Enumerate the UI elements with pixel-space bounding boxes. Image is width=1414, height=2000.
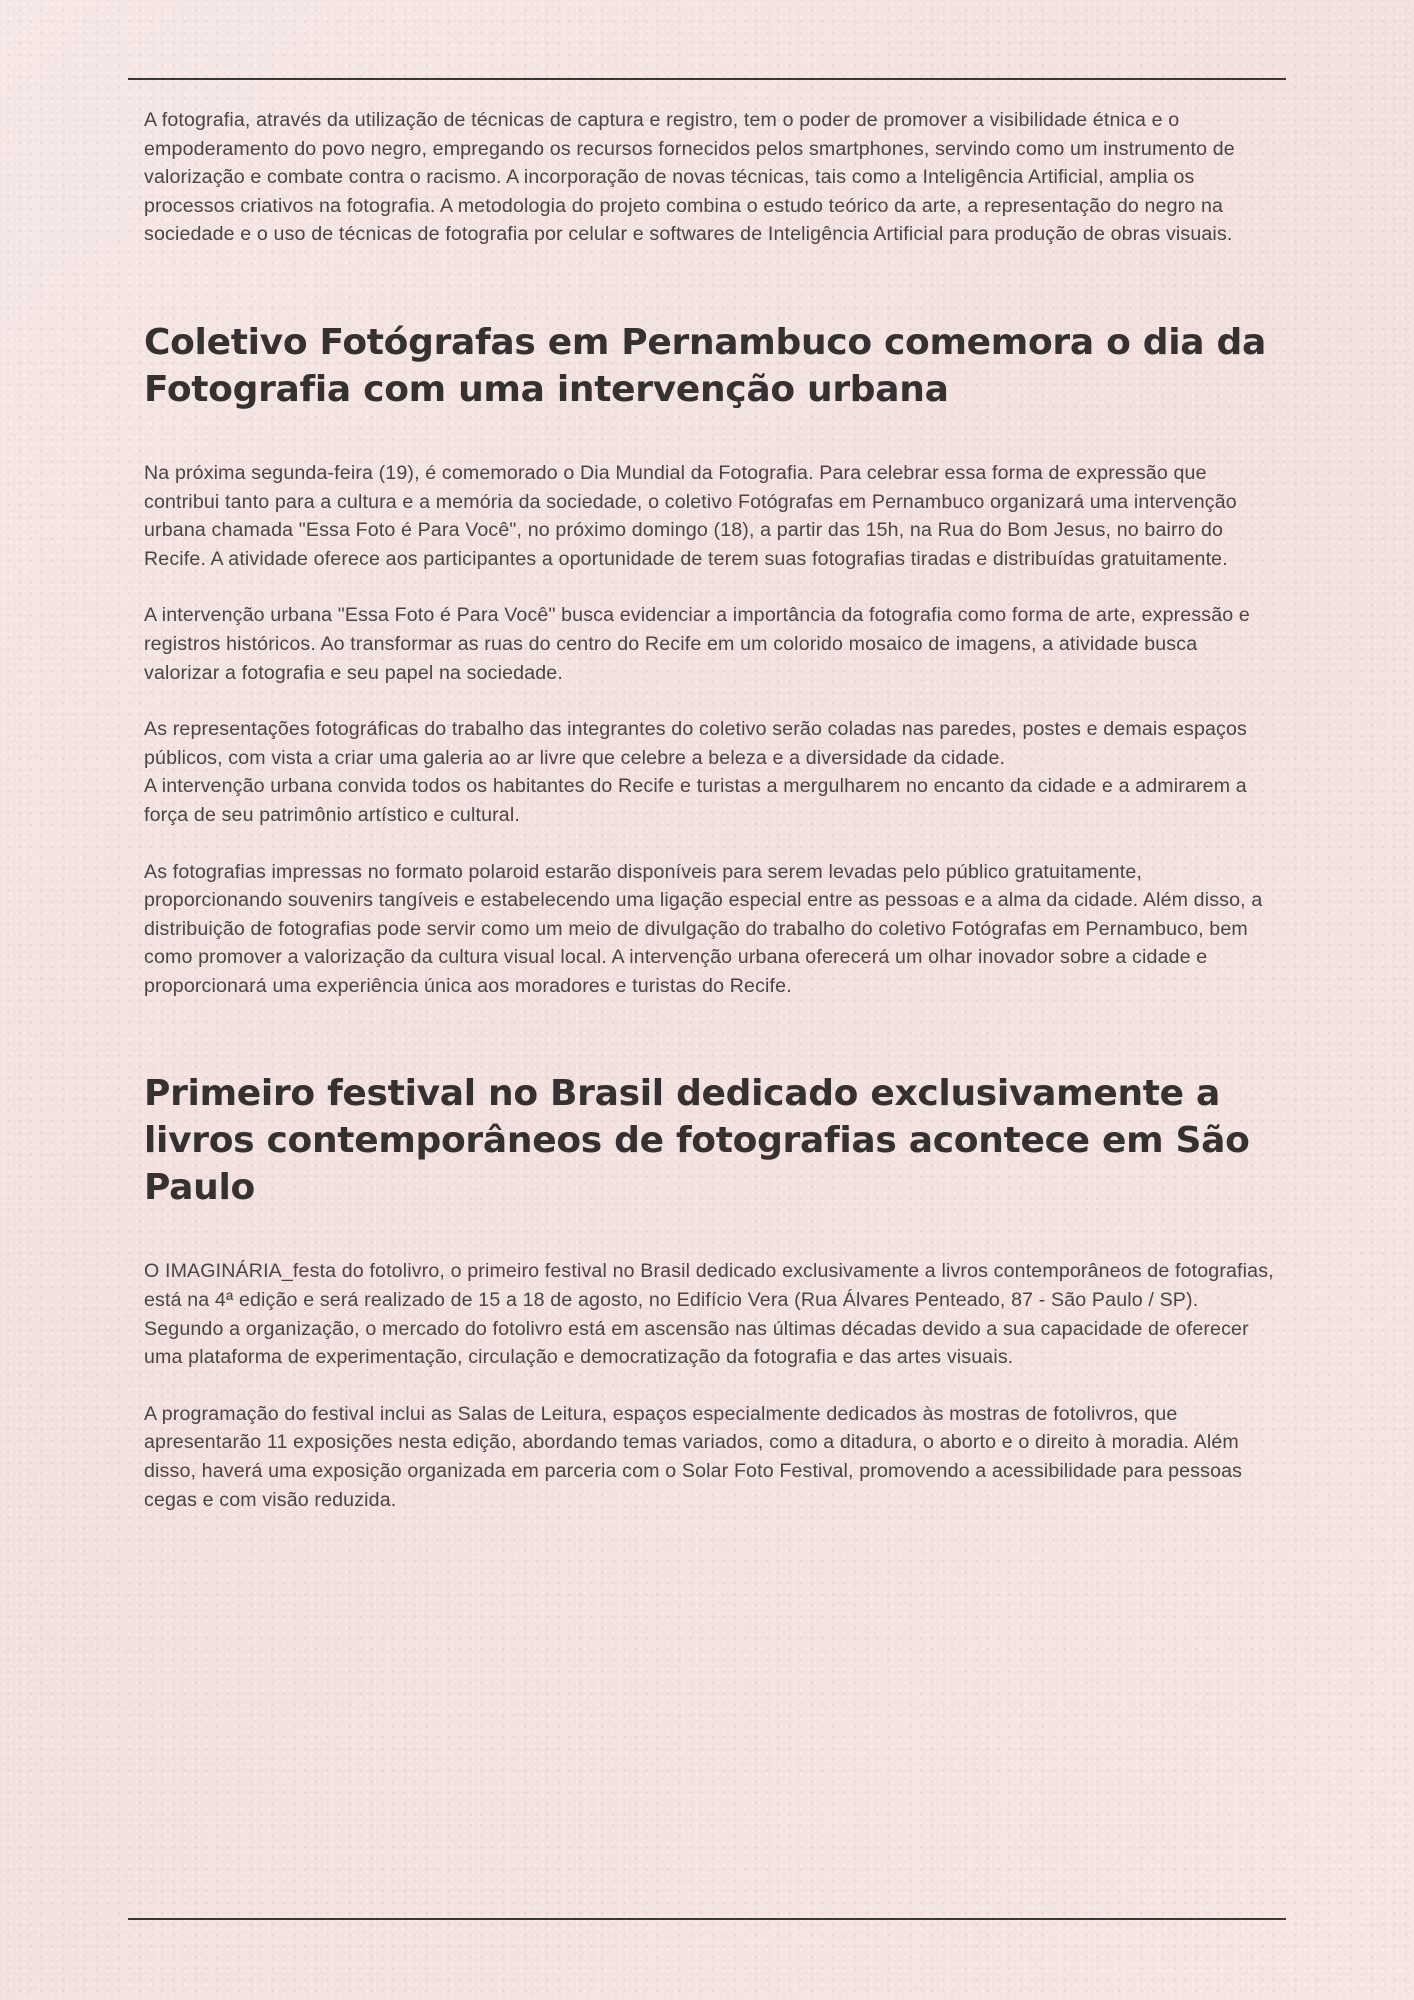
article-paragraph: A intervenção urbana convida todos os habitantes do Recife e turistas a mergulharem no encanto da cidade e a admirarem a força de seu patrimônio artístico e cultural.: [144, 775, 1247, 826]
bottom-divider: [128, 1918, 1286, 1920]
article-title: Coletivo Fotógrafas em Pernambuco comemora o dia da Fotografia com uma intervenção urbana: [144, 321, 1266, 410]
article-paragraph: A intervenção urbana "Essa Foto é Para Você" busca evidenciar a importância da fotografia como forma de arte, expressão e registros históricos. Ao transformar as ruas do centro do Recife em um colorido mosaico de imagens, a atividade busca valorizar a fotografia e seu papel na sociedade.: [144, 604, 1250, 684]
article-paragraph: As representações fotográficas do trabalho das integrantes do coletivo serão coladas nas paredes, postes e demais espaços públicos, com vista a criar uma galeria ao ar livre que celebre a beleza e a diversidade da cidade.: [144, 718, 1247, 769]
article-paragraph: O IMAGINÁRIA_festa do fotolivro, o primeiro festival no Brasil dedicado exclusivamente a livros contemporâneos de fotografias, está na 4ª edição e será realizado de 15 a 18 de agosto, no Edifício Vera (Rua Álvares Penteado, 87 - São Paulo / SP).: [144, 1260, 1274, 1312]
article-imaginaria-festival: [144, 1070, 1274, 1514]
top-divider: [128, 78, 1286, 80]
article-title: Primeiro festival no Brasil dedicado exclusivamente a livros contemporâneos de fotografias acontece em São Paulo: [144, 1073, 1250, 1209]
article-paragraph: As fotografias impressas no formato polaroid estarão disponíveis para serem levadas pelo público gratuitamente, proporcionando souvenirs tangíveis e estabelecendo uma ligação especial entre as pessoas e a alma da cidade. Além disso, a distribuição de fotografias pode servir como um meio de divulgação do trabalho do coletivo Fotógrafas em Pernambuco, bem como promover a valorização da cultura visual local. A intervenção urbana oferecerá um olhar inovador sobre a cidade e proporcionará uma experiência única aos moradores e turistas do Recife.: [144, 860, 1263, 997]
intro-paragraph: A fotografia, através da utilização de técnicas de captura e registro, tem o poder de promover a visibilidade étnica e o empoderamento do povo negro, empregando os recursos fornecidos pelos smartphones, servindo como um instrumento de valorização e combate contra o racismo. A incorporação de novas técnicas, tais como a Inteligência Artificial, amplia os processos criativos na fotografia. A metodologia do projeto combina o estudo teórico da arte, a representação do negro na sociedade e o uso de técnicas de fotografia por celular e softwares de Inteligência Artificial para produção de obras visuais.: [144, 109, 1235, 246]
article-coletivo-fotografas: [144, 319, 1274, 1001]
article-paragraph: Na próxima segunda-feira (19), é comemorado o Dia Mundial da Fotografia. Para celebrar essa forma de expressão que contribui tanto para a cultura e a memória da sociedade, o coletivo Fotógrafas em Pernambuco organizará uma intervenção urbana chamada "Essa Foto é Para Você", no próximo domingo (18), a partir das 15h, na Rua do Bom Jesus, no bairro do Recife. A atividade oferece aos participantes a oportunidade de terem suas fotografias tiradas e distribuídas gratuitamente.: [144, 461, 1237, 570]
page-content: [144, 106, 1274, 1514]
article-paragraph: Segundo a organização, o mercado do fotolivro está em ascensão nas últimas décadas devido a sua capacidade de oferecer uma plataforma de experimentação, circulação e democratização da fotografia e das artes visuais.: [144, 1317, 1249, 1369]
article-paragraph: A programação do festival inclui as Salas de Leitura, espaços especialmente dedicados às mostras de fotolivros, que apresentarão 11 exposições nesta edição, abordando temas variados, como a ditadura, o aborto e o direito à moradia. Além disso, haverá uma exposição organizada em parceria com o Solar Foto Festival, promovendo a acessibilidade para pessoas cegas e com visão reduzida.: [144, 1402, 1243, 1511]
